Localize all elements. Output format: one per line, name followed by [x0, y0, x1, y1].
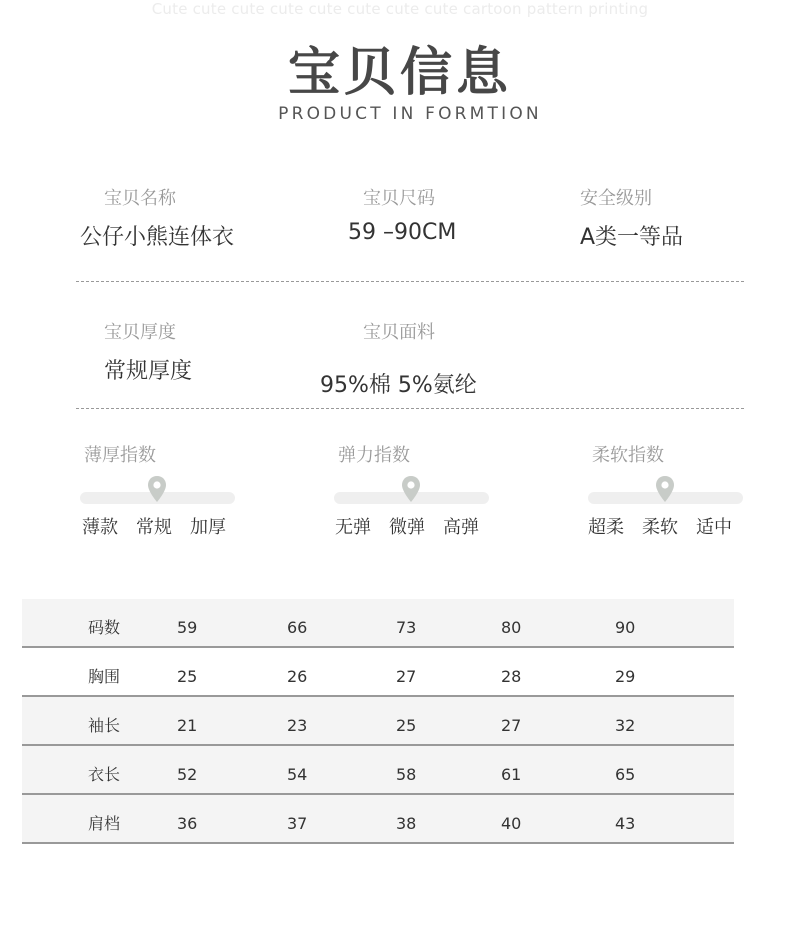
divider	[76, 281, 744, 282]
table-cell: 40	[501, 814, 522, 833]
softness-option-medium: 适中	[696, 517, 732, 538]
page-subtitle: PRODUCT IN FORMTION	[278, 104, 542, 124]
softness-option-soft: 柔软	[642, 517, 678, 538]
table-cell: 27	[396, 667, 417, 686]
product-name-label: 宝贝名称	[104, 188, 176, 209]
table-cell: 25	[177, 667, 198, 686]
table-cell: 66	[287, 618, 308, 637]
table-cell: 32	[615, 716, 636, 735]
table-cell: 80	[501, 618, 522, 637]
table-cell: 衣长	[88, 765, 121, 784]
table-cell: 27	[501, 716, 522, 735]
location-pin-icon	[655, 475, 675, 503]
divider	[76, 408, 744, 409]
table-cell: 25	[396, 716, 417, 735]
thickness-option-regular: 常规	[136, 517, 172, 538]
watermark-text: Cute cute cute cute cute cute cute cute cartoon pattern printing	[151, 0, 649, 18]
thickness-index-label: 薄厚指数	[84, 445, 156, 466]
table-cell: 29	[615, 667, 636, 686]
elasticity-index-label: 弹力指数	[338, 445, 410, 466]
table-row-sleeve	[22, 697, 734, 746]
softness-option-super-soft: 超柔	[588, 517, 624, 538]
location-pin-icon	[147, 475, 167, 503]
size-table	[22, 599, 734, 844]
table-cell: 54	[287, 765, 308, 784]
table-cell: 65	[615, 765, 636, 784]
location-pin-icon	[401, 475, 421, 503]
page-title: 宝贝信息	[287, 43, 512, 103]
table-cell: 袖长	[88, 716, 121, 735]
table-cell: 肩档	[88, 814, 121, 833]
thickness-option-thin: 薄款	[82, 517, 118, 538]
safety-level-value: A类一等品	[580, 225, 684, 250]
safety-level-label: 安全级别	[580, 188, 652, 209]
product-name-value: 公仔小熊连体衣	[80, 225, 235, 250]
table-row-size	[22, 599, 734, 648]
thickness-option-thick: 加厚	[190, 517, 226, 538]
table-cell: 23	[287, 716, 308, 735]
elasticity-option-high: 高弹	[443, 517, 479, 538]
table-cell: 胸围	[88, 667, 121, 686]
table-cell: 90	[615, 618, 636, 637]
table-cell: 36	[177, 814, 198, 833]
table-cell: 38	[396, 814, 417, 833]
table-cell: 73	[396, 618, 417, 637]
softness-index-label: 柔软指数	[592, 445, 664, 466]
fabric-value: 95%棉 5%氨纶	[320, 373, 477, 398]
table-cell: 58	[396, 765, 417, 784]
table-row-chest	[22, 648, 734, 697]
elasticity-option-slight: 微弹	[389, 517, 425, 538]
product-size-value: 59 –90CM	[348, 220, 457, 245]
thickness-value: 常规厚度	[104, 359, 193, 384]
table-cell: 61	[501, 765, 522, 784]
table-cell: 52	[177, 765, 198, 784]
table-cell: 28	[501, 667, 522, 686]
table-cell: 37	[287, 814, 308, 833]
fabric-label: 宝贝面料	[363, 322, 435, 343]
table-cell: 43	[615, 814, 636, 833]
table-row-shoulder	[22, 795, 734, 844]
table-cell: 59	[177, 618, 198, 637]
thickness-label: 宝贝厚度	[104, 322, 176, 343]
table-cell: 26	[287, 667, 308, 686]
product-size-label: 宝贝尺码	[363, 188, 435, 209]
elasticity-option-none: 无弹	[335, 517, 371, 538]
table-row-length	[22, 746, 734, 795]
table-cell: 码数	[88, 618, 121, 637]
table-cell: 21	[177, 716, 198, 735]
